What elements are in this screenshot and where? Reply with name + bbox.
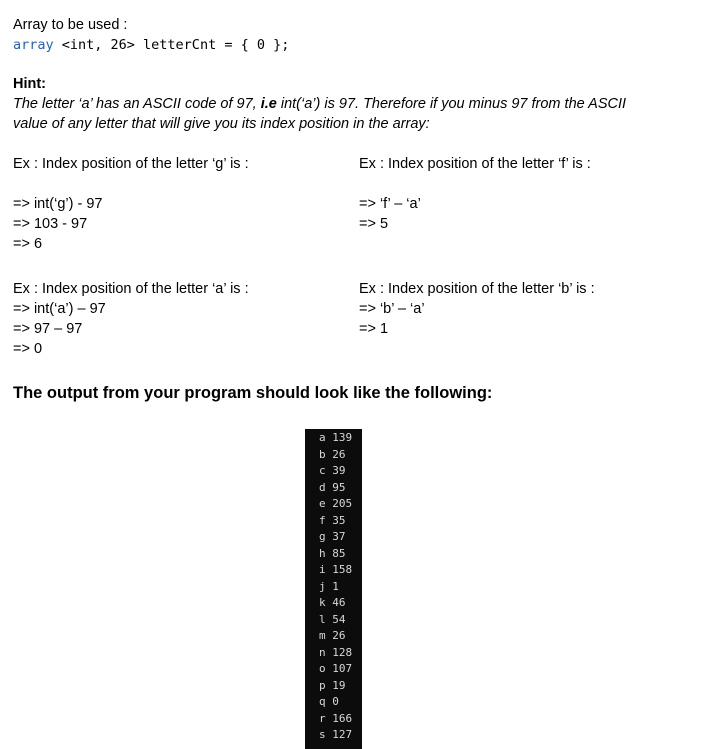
code-line bbox=[13, 35, 289, 55]
console-line: s 127 bbox=[319, 728, 353, 741]
example-g-title: Ex : Index position of the letter ‘g’ is : bbox=[13, 156, 249, 172]
array-label: Array to be used : bbox=[13, 17, 128, 33]
example-g-step-3: => 6 bbox=[13, 236, 43, 252]
example-f-title: Ex : Index position of the letter ‘f’ is : bbox=[359, 156, 591, 172]
example-a-step-1: => int(‘a’) – 97 bbox=[13, 301, 106, 317]
console-output bbox=[305, 429, 362, 749]
console-line: q 0 bbox=[319, 695, 339, 708]
console-line: g 37 bbox=[319, 530, 346, 543]
hint-line-1 bbox=[13, 94, 626, 114]
code-rest: <int, 26> letterCnt = { 0 }; bbox=[53, 37, 290, 53]
console-lines bbox=[319, 430, 352, 744]
hint-line-2: value of any letter that will give you its index position in the array: bbox=[13, 116, 430, 132]
example-b-step-2: => 1 bbox=[359, 321, 389, 337]
console-line: r 166 bbox=[319, 711, 353, 725]
console-line: d 95 bbox=[319, 480, 346, 494]
console-line: h 85 bbox=[319, 546, 346, 560]
console-line: i 158 bbox=[319, 563, 353, 576]
console-line: a 139 bbox=[319, 431, 353, 444]
example-f-step-2: => 5 bbox=[359, 216, 389, 232]
console-line: b 26 bbox=[319, 447, 346, 461]
console-line: c 39 bbox=[319, 464, 346, 477]
example-a-step-2: => 97 – 97 bbox=[13, 321, 83, 337]
example-a-title: Ex : Index position of the letter ‘a’ is : bbox=[13, 281, 249, 297]
console-line: f 35 bbox=[319, 513, 346, 527]
hint-line-1-pre: The letter ‘a’ has an ASCII code of 97, bbox=[13, 96, 261, 112]
example-g-step-1: => int(‘g’) - 97 bbox=[13, 196, 103, 212]
example-b-step-1: => ‘b’ – ‘a’ bbox=[359, 301, 425, 317]
example-a-step-3: => 0 bbox=[13, 341, 43, 357]
example-b-title: Ex : Index position of the letter ‘b’ is : bbox=[359, 281, 595, 297]
example-g-step-2: => 103 - 97 bbox=[13, 216, 88, 232]
console-line: e 205 bbox=[319, 497, 353, 510]
code-keyword: array bbox=[13, 37, 54, 53]
console-line: j 1 bbox=[319, 579, 339, 593]
output-heading: The output from your program should look like the following: bbox=[13, 384, 493, 402]
hint-line-1-post: int(‘a’) is 97. Therefore if you minus 97 from the ASCII bbox=[276, 96, 627, 112]
console-line: k 46 bbox=[319, 596, 346, 609]
console-line: o 107 bbox=[319, 662, 353, 675]
console-line: m 26 bbox=[319, 629, 346, 642]
example-f-step-1: => ‘f’ – ‘a’ bbox=[359, 196, 421, 212]
console-line: l 54 bbox=[319, 612, 346, 626]
console-line: n 128 bbox=[319, 645, 353, 659]
hint-line-1-bold: i.e bbox=[260, 96, 277, 112]
hint-title: Hint: bbox=[13, 76, 47, 92]
console-line: p 19 bbox=[319, 678, 346, 692]
